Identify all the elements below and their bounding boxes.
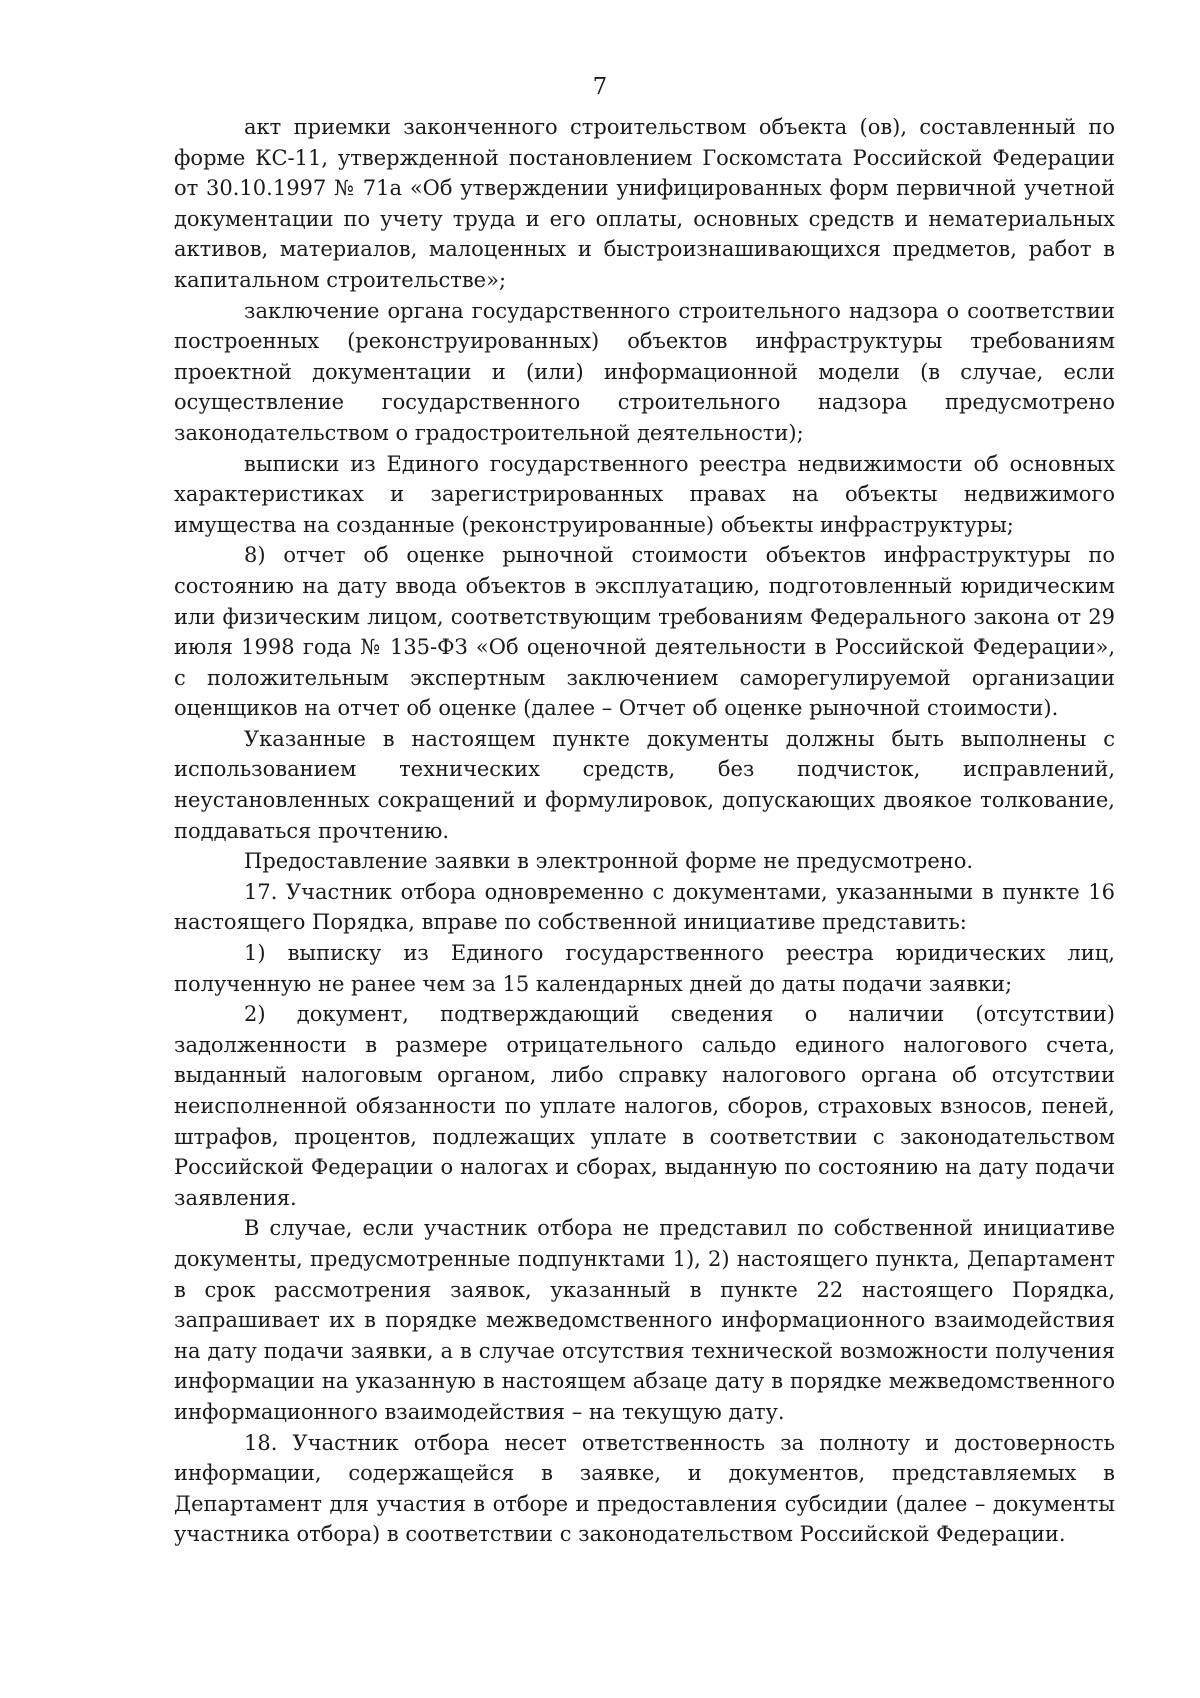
paragraph-egrn-extracts: выписки из Единого государственного реестра недвижимости об основных характеристиках и зарегистрированных правах на объекты недвижимого имущества на созданные (реконструированные) объекты инфраструктуры; (174, 451, 1115, 537)
paragraph-valuation-report: 8) отчет об оценке рыночной стоимости объектов инфраструктуры по состоянию на дату ввода объектов в эксплуатацию, подготовленный юридическим или физическим лицом, соответствующим требованиям Федерального закона от 29 июля 1998 года № 135-ФЗ «Об оценочной деятельности в Российской Федерации», с положительным экспертным заключением саморегулируемой организации оценщиков на отчет об оценке (далее – Отчет об оценке рыночной стоимости). (174, 543, 1115, 721)
document-body (174, 112, 1115, 1550)
paragraph-act-ks11: акт приемки законченного строительством объекта (ов), составленный по форме КС-11, утвержденной постановлением Госкомстата Российской Федерации от 30.10.1997 № 71а «Об утверждении унифицированных форм первичной учетной документации по учету труда и его оплаты, основных средств и нематериальных активов, материалов, малоценных и быстроизнашивающихся предметов, работ в капитальном строительстве»; (174, 115, 1115, 292)
paragraph-tax-document: 2) документ, подтверждающий сведения о наличии (отсутствии) задолженности в размере отрицательного сальдо единого налогового счета, выданный налоговым органом, либо справку налогового органа об отсутствии неисполненной обязанности по уплате налогов, сборов, страховых взносов, пеней, штрафов, процентов, подлежащих уплате в соответствии с законодательством Российской Федерации о налогах и сборах, выданную по состоянию на дату подачи заявления. (174, 1002, 1115, 1210)
paragraph-egrul-extract: 1) выписку из Единого государственного реестра юридических лиц, полученную не ранее чем за 15 календарных дней до даты подачи заявки; (174, 941, 1115, 996)
paragraph-document-requirements: Указанные в настоящем пункте документы должны быть выполнены с использованием технических средств, без подчисток, исправлений, неустановленных сокращений и формулировок, допускающих двоякое толкование, поддаваться прочтению. (174, 726, 1115, 843)
page-number: 7 (592, 74, 608, 100)
paragraph-item-17: 17. Участник отбора одновременно с документами, указанными в пункте 16 настоящего Порядка, вправе по собственной инициативе представить: (174, 879, 1115, 935)
paragraph-construction-supervision: заключение органа государственного строительного надзора о соответствии построенных (реконструированных) объектов инфраструктуры требованиям проектной документации и (или) информационной модели (в случае, если осуществление государственного строительного надзора предусмотрено законодательством о градостроительной деятельности); (174, 298, 1115, 445)
paragraph-electronic-form: Предоставление заявки в электронной форме не предусмотрено. (244, 849, 974, 874)
paragraph-interagency-request: В случае, если участник отбора не представил по собственной инициативе документы, предусмотренные подпунктами 1), 2) настоящего пункта, Департамент в срок рассмотрения заявок, указанный в пункте 22 настоящего Порядка, запрашивает их в порядке межведомственного информационного взаимодействия на дату подачи заявки, а в случае отсутствия технической возможности получения информации на указанную в настоящем абзаце дату в порядке межведомственного информационного взаимодействия – на текущую дату. (174, 1216, 1115, 1424)
paragraph-item-18: 18. Участник отбора несет ответственность за полноту и достоверность информации, содержащейся в заявке, и документов, представляемых в Департамент для участия в отборе и предоставления субсидии (далее – документы участника отбора) в соответствии с законодательством Российской Федерации. (174, 1430, 1115, 1547)
